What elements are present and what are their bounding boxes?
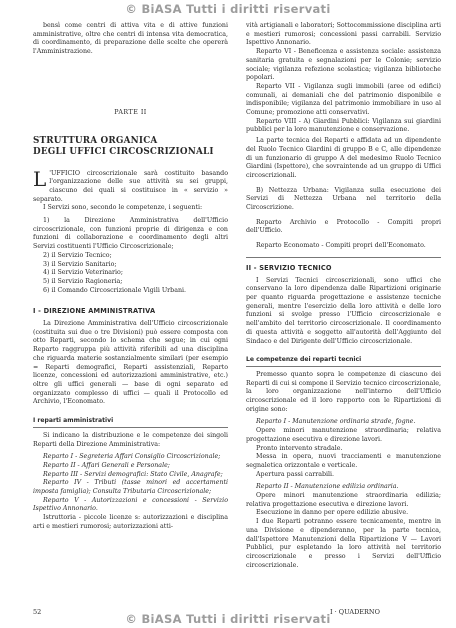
intro-paragraph: bensì come centri di attiva vita e di attive funzioni amministrative, oltre che centri di intensa vita democratica, di coordinamento, di preparazione delle scelte che opererà l'Amministrazione. [33,22,228,56]
intro2-paragraph [33,166,228,205]
divider [246,257,441,258]
intro2-text: 'UFFICIO circoscrizionale sarà costituito basando l'organizzazione delle sue attività su sei gruppi, ciascuno dei quali si costituisce in « servizio » separato. [33,169,228,203]
drop-cap: L [33,166,47,191]
reparto-item: Reparto IV - Tributi (tasse minori ed accertamenti imposta famiglia); Consulta Tributaria Circoscrizionale; [33,479,228,496]
part-heading: PARTE II [114,108,147,116]
section-heading-servizio-tecnico: II - SERVIZIO TECNICO [246,263,332,272]
subheading-reparti-tecnici: Le competenze dei reparti tecnici [246,356,441,367]
continuation-paragraph: vità artigianali e laboratori; Sottocommissione disciplina arti e mestieri rumorosi; concessioni passi carrabili. Servizio Ispettivo Annonario. [246,22,441,47]
economato: Reparto Economato - Compiti propri dell'Economato. [256,242,426,250]
servizio-tecnico-paragraph: I Servizi Tecnici circoscrizionali, sono uffici che conservano la loro dipendenza dalle Ripartizioni originarie per quanto riguarda progettazione e assistenze tecniche generali, mentre l'esercizio della loro attività e delle loro funzioni si svolge presso l'Ufficio circoscrizionale e nell'ambito del territorio circoscrizionale. Il coordinamento di questa attività e soggetto all'autorità dell'Aggiunto del Sindaco e del Dirigente dell'Ufficio circoscrizionale. [246,276,441,345]
list-item: 2) il Servizio Tecnico; [43,251,112,259]
archivio-protocollo: Reparto Archivio e Protocollo - Compiti propri dell'Ufficio. [246,218,441,235]
reparto-viii: Reparto VIII - A) Giardini Pubblici: Vigilanza sui giardini pubblici per la loro manutenzione e conservazione. [246,117,441,134]
list-item: 6) il Comando Circoscrizionale Vigili Urbani. [43,286,187,294]
reparto-vii: Reparto VII - Vigilanza sugli immobili (aree od edifici) comunali, ai demaniali che del patrimonio disponibile e indisponibile; vigilanza del patrimonio immobiliare in uso al Comune; promozione atti conservativi. [246,82,441,117]
section-heading-direzione: I - DIREZIONE AMMINISTRATIVA [33,307,156,316]
title-line-1: STRUTTURA ORGANICA [33,135,158,146]
reparto-item: Reparto III - Servizi demografici: Stato Civile, Anagrafe; [43,470,223,478]
reparto-tecnico-i-c: Messa in opera, nuovi tracciamenti e manutenzione segnaletica orizzontale e verticale. [246,453,441,469]
reparti-intro: Si indicano la distribuzione e le competenze dei singoli Reparti della Direzione Amministrativa: [33,431,228,448]
reparto-tecnico-ii: Reparto II - Manutenzione edilizia ordinaria. [256,483,399,491]
reparto-tecnico-i-b: Pronto intervento stradale. [256,444,343,452]
footer-quaderno: I · QUADERNO [330,608,380,616]
subheading-reparti-amministrativi: I reparti amministrativi [33,417,228,428]
watermark-bottom: © BiASA Tutti i diritti riservati [125,612,331,626]
list-item: 5) il Servizio Ragioneria; [43,277,123,285]
watermark-top: © BiASA Tutti i diritti riservati [125,2,331,16]
left-column [33,22,228,532]
intro3-paragraph: I Servizi sono, secondo le competenze, i seguenti: [43,204,203,212]
reparto-tecnico-ii-c: I due Reparti potranno essere tecnicamente, mentre in una Divisione e dipenderanno, per la parte tecnica, dall'Ispettore Manutenzioni della Ripartizione V — Lavori Pubblici, pur espletando la loro attività nel territorio circoscrizionale e presso i Servizi dell'Ufficio circoscrizionale. [246,518,441,569]
page-number: 52 [33,608,42,616]
reparto-tecnico-i-text: Opere minori manutenzione straordinaria; relativa progettazione esecutiva e direzione lavori. [246,427,441,443]
right-column [246,22,441,570]
nettezza-urbana: B) Nettezza Urbana: Vigilanza sulla esecuzione dei Servizi di Nettezza Urbana nel territorio della Circoscrizione. [246,186,441,212]
direzione-paragraph: La Direzione Amministrativa dell'Ufficio circoscrizionale (costituita sui due o tre Divisioni) può essere composta con otto Reparti, secondo lo schema che segue; in cui ogni Reparto raggruppa più attività riferibili ad una disciplina che riguarda materie sostanzialmente similari (per esempio = Reparti demografici, Reparti assistenziali, Reparto licenze, concessioni ed autorizzazioni amministrative, etc.) oltre gli uffici generali — base di ogni separato ed organizzato complesso di uffici — quali il Protocollo ed Archivio, l'Economato. [33,320,228,406]
reparto-tail: Istruttoria - piccole licenze s: autorizzazioni e disciplina arti e mestieri rumorosi; autorizzazioni atti- [33,514,228,530]
reparto-item: Reparto V - Autorizzazioni e concessioni - Servizio Ispettivo Annonario. [33,496,228,513]
list-item: 1) la Direzione Amministrativa dell'Ufficio circoscrizionale, con funzioni proprie di dirigenza e con funzioni di collaborazione e coordinamento degli altri Servizi costituenti l'Ufficio Circoscrizionale; [33,217,228,251]
reparto-tecnico-ii-text: Opere minori manutenzione straordinaria edilizia; relativa progettazione esecutiva e direzione lavori. [246,492,441,508]
list-item: 4) il Servizio Veterinario; [43,269,123,277]
title-line-2: DEGLI UFFICI CIRCOSCRIZIONALI [33,146,214,157]
reparti-tecnici-intro: Premesso quanto sopra le competenze di ciascuno dei Reparti di cui si compone il Servizio tecnico circoscrizionale, la loro organizzazione nell'interno dell'Ufficio circoscrizionale ed il loro rapporto con le Ripartizioni di origine sono: [246,370,441,413]
reparto-item: Reparto II - Affari Generali e Personale; [43,461,170,469]
reparto-viii-b: La parte tecnica dei Reparti e affidata ad un dipendente del Ruolo Tecnico Giardini di gruppo B e C, alle dipendenze di un funzionario di gruppo A del medesimo Ruolo Tecnico Giardini (Ispettore), che sovraintende ad un gruppo di Uffici circoscrizionali. [246,137,441,179]
reparto-tecnico-ii-b: Esecuzione in danno per opere edilizie abusive. [256,509,409,517]
reparto-item: Reparto I - Segreteria Affari Consiglio Circoscrizionale; [43,453,221,461]
reparto-tecnico-i: Reparto I - Manutenzione ordinaria strade, fogne. [256,418,416,426]
reparto-vi: Reparto VI - Beneficenza e assistenza sociale: assistenza sanitaria gratuita e segnalazioni per le Colonie; servizio sociale; vigilanza refezione scolastica; vigilanza biblioteche popolari. [246,48,441,82]
reparto-tecnico-i-d: Apertura passi carrabili. [256,470,335,478]
list-item: 3) il Servizio Sanitario; [43,260,117,268]
